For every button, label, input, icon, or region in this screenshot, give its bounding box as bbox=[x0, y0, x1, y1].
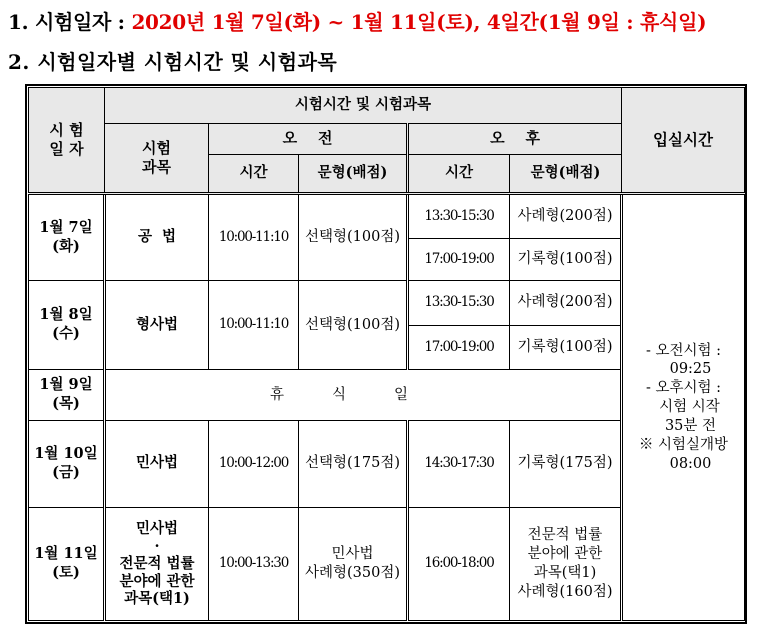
date-cell: 1월 8일 (수) bbox=[29, 281, 105, 370]
pm-type-cell: 사례형(200점) bbox=[510, 281, 622, 326]
entry-line: 09:25 bbox=[669, 361, 712, 378]
am-type-cell: 민사법 사례형(350점) bbox=[299, 507, 408, 620]
header-morning: 오 전 bbox=[209, 124, 408, 154]
entry-line: ※ 시험실개방 bbox=[638, 436, 729, 453]
am-type-cell: 선택형(100점) bbox=[299, 194, 408, 281]
entry-line: - 오전시험 : bbox=[645, 342, 722, 359]
header-pm-time: 시간 bbox=[408, 154, 510, 193]
entry-line: 시험 시작 bbox=[659, 399, 720, 416]
pm-time-cell: 13:30-15:30 bbox=[408, 194, 510, 239]
header-time-and-subject: 시험시간 및 시험과목 bbox=[105, 88, 622, 124]
header-exam-date: 시 험 일 자 bbox=[29, 88, 105, 194]
pm-type-cell: 기록형(100점) bbox=[510, 238, 622, 280]
pm-type-cell: 사례형(200점) bbox=[510, 194, 622, 239]
rest-day-cell bbox=[105, 370, 622, 421]
am-time-cell: 10:00-11:10 bbox=[209, 194, 299, 281]
header-am-type: 문형(배점) bbox=[299, 154, 408, 193]
subject-cell: 공 법 bbox=[105, 194, 209, 281]
pm-time-cell: 17:00-19:00 bbox=[408, 325, 510, 370]
schedule-heading: 2. 시험일자별 시험시간 및 시험과목 bbox=[8, 50, 338, 74]
exam-schedule-table bbox=[28, 87, 745, 621]
rest-day-label: 휴식일 bbox=[269, 386, 457, 403]
subject-cell: 민사법 bbox=[105, 420, 209, 507]
header-pm-type: 문형(배점) bbox=[510, 154, 622, 193]
exam-date-heading bbox=[8, 6, 706, 35]
header-am-time: 시간 bbox=[209, 154, 299, 193]
header-entry-time: 입실시간 bbox=[622, 88, 745, 194]
date-cell: 1월 9일 (목) bbox=[29, 370, 105, 421]
header-afternoon: 오 후 bbox=[408, 124, 622, 154]
exam-date-label: 1. 시험일자 : bbox=[8, 10, 132, 34]
entry-line: 08:00 bbox=[669, 455, 712, 472]
header-subject: 시험 과목 bbox=[105, 124, 209, 194]
subject-cell: 형사법 bbox=[105, 281, 209, 370]
pm-type-cell: 전문적 법률 분야에 관한 과목(택1) 사례형(160점) bbox=[510, 507, 622, 620]
pm-time-cell: 17:00-19:00 bbox=[408, 238, 510, 280]
pm-time-cell: 14:30-17:30 bbox=[408, 420, 510, 507]
date-cell: 1월 11일 (토) bbox=[29, 507, 105, 620]
entry-line: 35분 전 bbox=[664, 418, 717, 434]
am-type-cell: 선택형(175점) bbox=[299, 420, 408, 507]
subject-cell: 민사법 · 전문적 법률 분야에 관한 과목(택1) bbox=[105, 507, 209, 620]
pm-time-cell: 16:00-18:00 bbox=[408, 507, 510, 620]
date-cell: 1월 7일 (화) bbox=[29, 194, 105, 281]
entry-line: - 오후시험 : bbox=[645, 380, 722, 397]
pm-time-cell: 13:30-15:30 bbox=[408, 281, 510, 326]
exam-date-value: 2020년 1월 7일(화) ~ 1월 11일(토), 4일간(1월 9일 : 휴식일) bbox=[131, 10, 707, 34]
am-time-cell: 10:00-11:10 bbox=[209, 281, 299, 370]
entry-time-cell bbox=[622, 194, 745, 621]
pm-type-cell: 기록형(175점) bbox=[510, 420, 622, 507]
date-cell: 1월 10일 (금) bbox=[29, 420, 105, 507]
am-time-cell: 10:00-13:30 bbox=[209, 507, 299, 620]
am-type-cell: 선택형(100점) bbox=[299, 281, 408, 370]
am-time-cell: 10:00-12:00 bbox=[209, 420, 299, 507]
pm-type-cell: 기록형(100점) bbox=[510, 325, 622, 370]
